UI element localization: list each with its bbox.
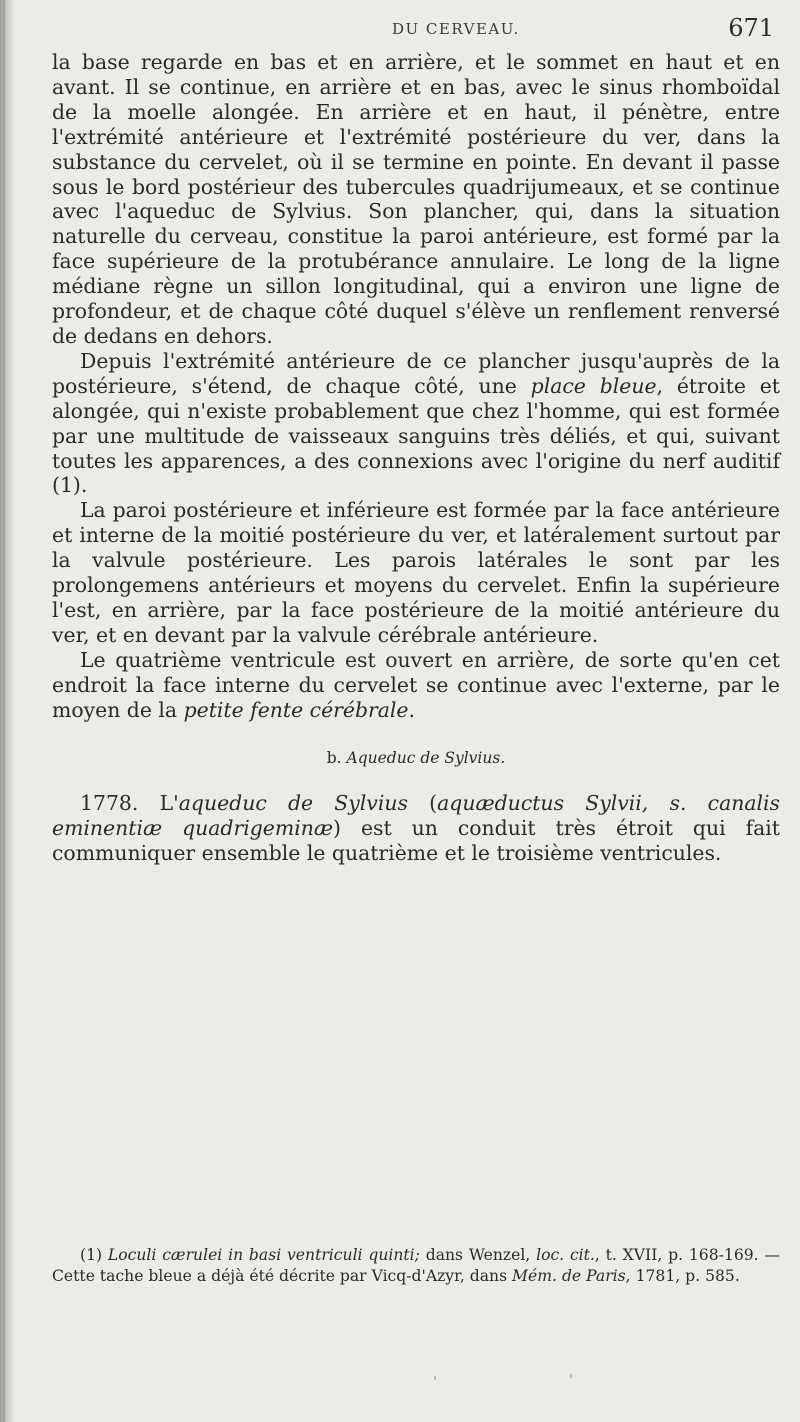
place-bleue-term: place bleue	[530, 373, 657, 398]
aqueduc-term: aqueduc de Sylvius	[178, 791, 408, 816]
footnote-marker: (1)	[80, 1246, 108, 1264]
paragraph-4-text-end: .	[408, 697, 415, 722]
footnote-source: Loculi cærulei in basi ventriculi quinti;	[107, 1246, 420, 1264]
footnote-1	[52, 1245, 780, 1287]
petite-fente-term: petite fente cérébrale	[183, 697, 409, 722]
footnote-text-cont: , t. XVII, p. 168-169. — Cette tache bleue a déjà été décrite par Vicq-d'Azyr, dans	[52, 1246, 781, 1285]
section-letter: b.	[326, 749, 342, 768]
section-title: Aqueduc de Sylvius.	[346, 749, 506, 768]
footnote-text-end: , 1781, p. 585.	[625, 1267, 740, 1285]
book-binding-edge	[0, 0, 14, 1422]
footnote-text: dans Wenzel,	[419, 1246, 537, 1264]
paragraph-4-text: Le quatrième ventricule est ouvert en arrière, de sorte qu'en cet endroit la face interne du cervelet se continue avec l'externe, par le moyen de la	[52, 647, 780, 722]
body-text	[52, 50, 780, 866]
running-title: DU CERVEAU.	[392, 20, 520, 38]
latin-term: aquæductus Sylvii, s. canalis eminentiæ quadrigeminæ	[52, 791, 781, 841]
paragraph-3: La paroi postérieure et inférieure est formée par la face antérieure et interne de la moitié postérieure du ver, et latéralement surtout par la valvule postérieure. Les parois latérales le sont par les prolongemens antérieurs et moyens du cervelet. Enfin la supérieure l'est, en arrière, par la face postérieure de la moitié antérieure du ver, et en devant par la valvule cérébrale antérieure.	[52, 498, 780, 647]
paper-speck	[570, 1374, 572, 1378]
paper-speck	[434, 1376, 436, 1380]
paragraph-2-text-end: , étroite et alongée, qui n'existe probablement que chez l'homme, qui est formée par une multitude de vaisseaux sanguins très déliés, et qui, suivant toutes les apparences, a des connexions avec l'origine du nerf auditif (1).	[52, 373, 780, 498]
running-head	[52, 14, 780, 46]
section-heading	[52, 746, 780, 771]
footnote	[52, 1245, 780, 1287]
article-text: ) est un conduit très étroit qui fait communiquer ensemble le quatrième et le troisième ventricules.	[52, 816, 780, 866]
paragraph-4	[52, 648, 780, 723]
page-number: 671	[728, 14, 774, 42]
paragraph-2-text: Depuis l'extrémité antérieure de ce plancher jusqu'auprès de la postérieure, s'étend, de chaque côté, une	[52, 348, 780, 398]
article-number: 1778.	[80, 791, 139, 816]
article-paren: (	[407, 791, 438, 816]
paragraph-1: la base regarde en bas et en arrière, et le sommet en haut et en avant. Il se continue, en arrière et en bas, avec le sinus rhomboïdal de la moelle alongée. En arrière et en haut, il pénètre, entre l'extrémité antérieure et l'extrémité postérieure du ver, dans la substance du cervelet, où il se termine en pointe. En devant il passe sous le bord postérieur des tubercules quadrijumeaux, et se continue avec l'aqueduc de Sylvius. Son plancher, qui, dans la situation naturelle du cerveau, constitue la paroi antérieure, est formé par la face supérieure de la protubérance annulaire. Le long de la ligne médiane règne un sillon longitudinal, qui a environ une ligne de profondeur, et de chaque côté duquel s'élève un renflement renversé de dedans en dehors.	[52, 50, 780, 348]
paragraph-2	[52, 349, 780, 498]
footnote-ref: loc. cit.	[536, 1246, 595, 1264]
footnote-journal: Mém. de Paris	[512, 1267, 626, 1285]
article-lead: L'	[159, 791, 179, 816]
article-1778	[52, 791, 780, 866]
